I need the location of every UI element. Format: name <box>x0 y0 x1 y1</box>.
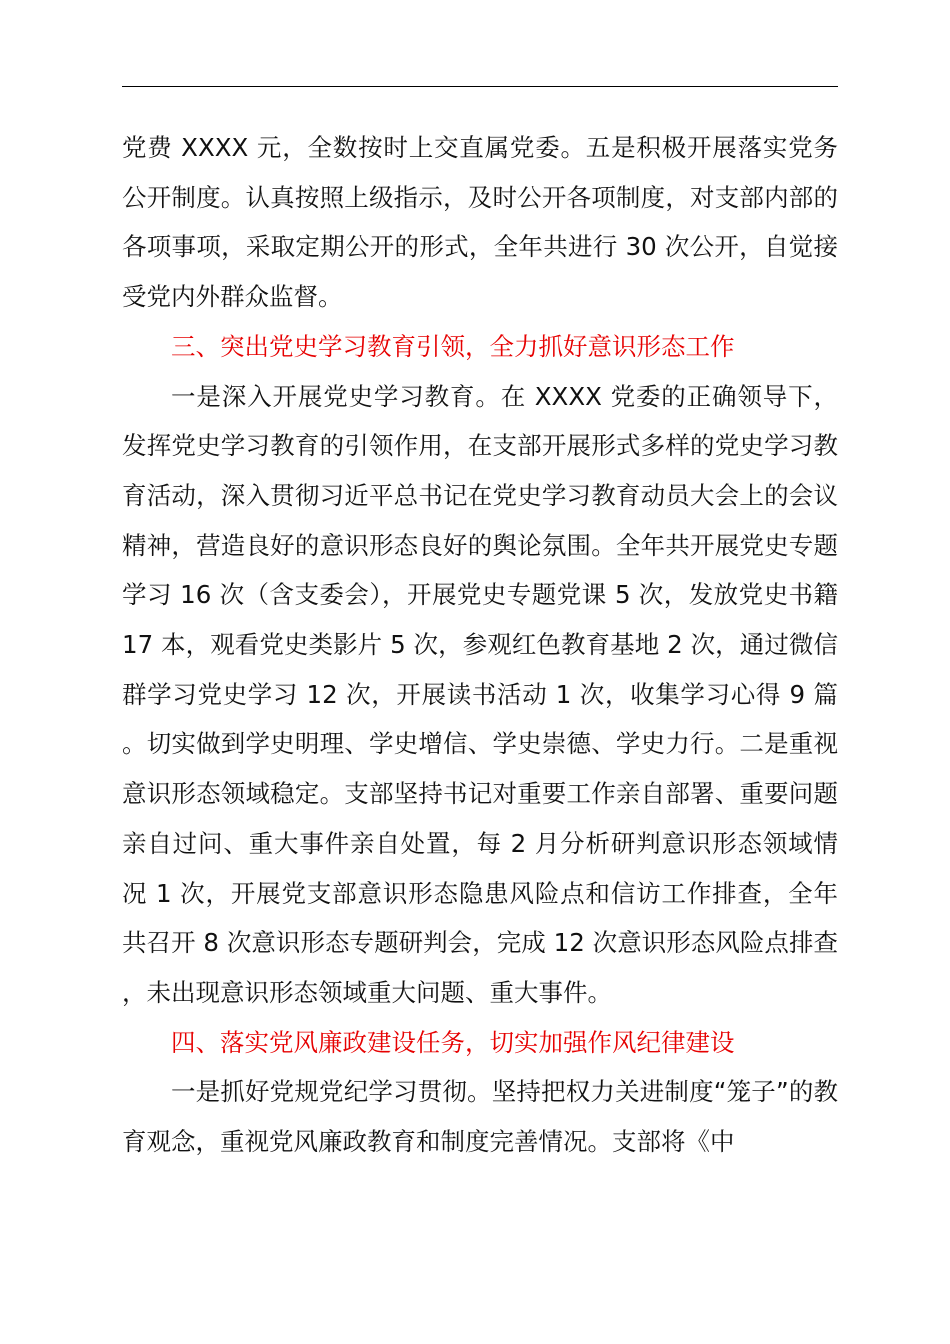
header-rule <box>122 86 838 87</box>
paragraph-party-fees-and-disclosure: 党费 XXXX 元，全数按时上交直属党委。五是积极开展落实党务公开制度。认真按照上级指示，及时公开各项制度，对支部内部的各项事项，采取定期公开的形式，全年共进行 30 次公开，自觉接受党内外群众监督。 <box>122 133 838 312</box>
section-heading-4: 四、落实党风廉政建设任务，切实加强作风纪律建设 <box>171 1027 735 1057</box>
paragraph-party-history-education: 一是深入开展党史学习教育。在 XXXX 党委的正确领导下，发挥党史学习教育的引领作用，在支部开展形式多样的党史学习教育活动，深入贯彻习近平总书记在党史学习教育动员大会上的会议精神，营造良好的意识形态良好的舆论氛围。全年共开展党史专题学习 16 次（含支委会），开展党史专题党课 5 次，发放党史书籍 17 本，观看党史类影片 5 次，参观红色教育基地 2 次，通过微信群学习党史学习 12 次，开展读书活动 1 次，收集学习心得 9 篇。切实做到学史明理、学史增信、学史崇德、学史力行。二是重视意识形态领域稳定。支部坚持书记对重要工作亲自部署、重要问题亲自过问、重大事件亲自处置，每 2 月分析研判意识形态领域情况 1 次，开展党支部意识形态隐患风险点和信访工作排查，全年共召开 8 次意识形态专题研判会，完成 12 次意识形态风险点排查，未出现意识形态领域重大问题、重大事件。 <box>122 381 838 1007</box>
document-body <box>122 123 838 1167</box>
paragraph-party-discipline-study: 一是抓好党规党纪学习贯彻。坚持把权力关进制度“笼子”的教育观念，重视党风廉政教育和制度完善情况。支部将《中 <box>122 1077 838 1157</box>
section-heading-3: 三、突出党史学习教育引领，全力抓好意识形态工作 <box>171 331 735 361</box>
